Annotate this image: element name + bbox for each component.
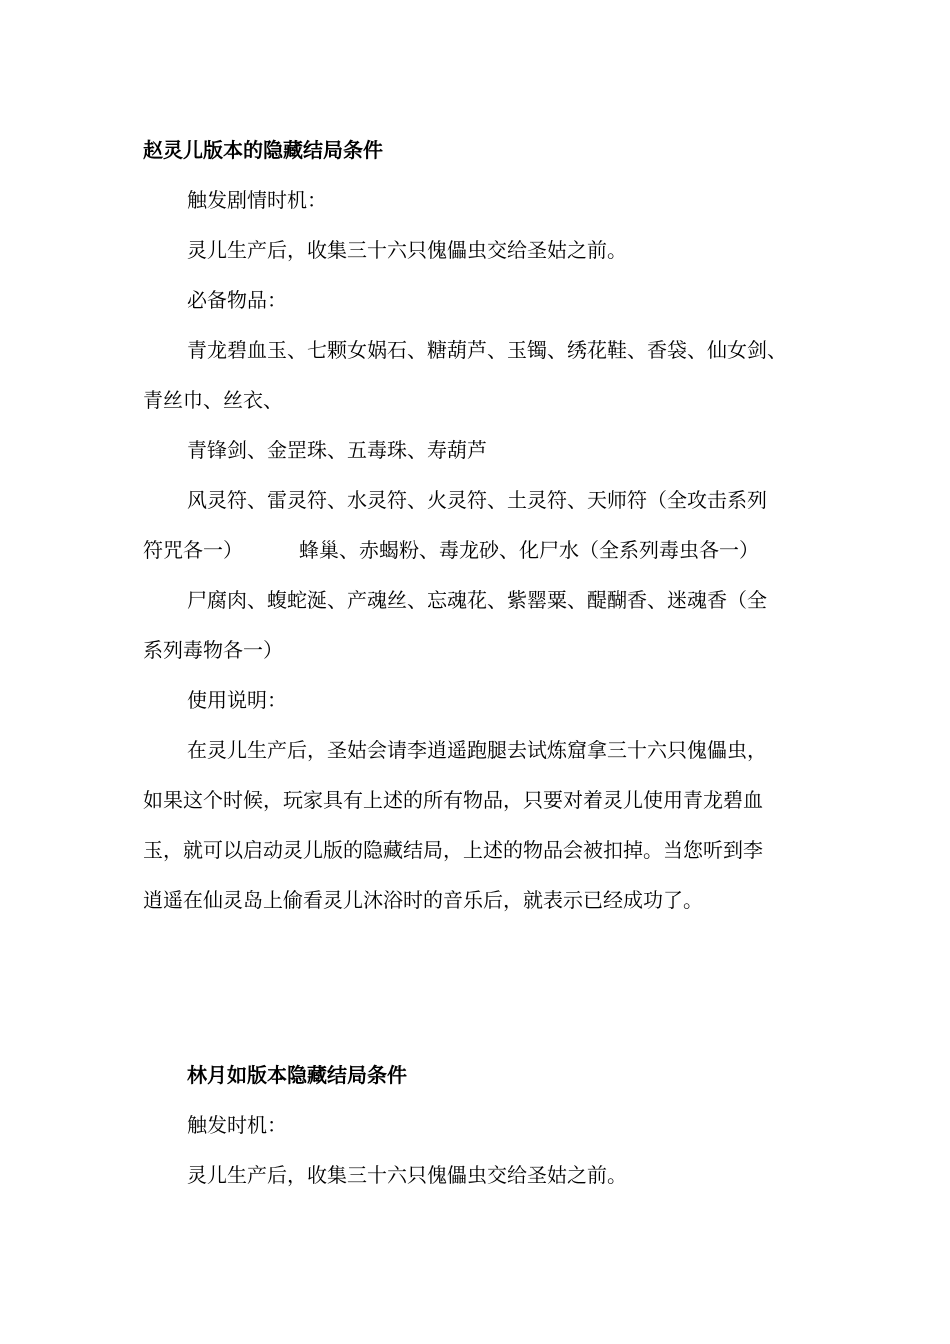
- section1-trigger-label: 触发剧情时机：: [187, 188, 327, 212]
- section2-title: 林月如版本隐藏结局条件: [187, 1063, 407, 1087]
- section1-title: 赵灵儿版本的隐藏结局条件: [143, 138, 383, 162]
- section1-items-line6: 尸腐肉、蝮蛇涎、产魂丝、忘魂花、紫罂粟、醍醐香、迷魂香（全: [187, 588, 767, 612]
- section1-items-line1: 青龙碧血玉、七颗女娲石、糖葫芦、玉镯、绣花鞋、香袋、仙女剑、: [187, 338, 787, 362]
- section1-usage-label: 使用说明：: [187, 688, 287, 712]
- section1-items-line5a: 符咒各一）: [143, 538, 243, 562]
- section1-items-line5b: 蜂巢、赤蝎粉、毒龙砂、化尸水（全系列毒虫各一）: [299, 538, 759, 562]
- section1-items-line5: [143, 537, 759, 563]
- section1-usage-line2: 如果这个时候，玩家具有上述的所有物品，只要对着灵儿使用青龙碧血: [143, 788, 763, 812]
- section2-trigger-label: 触发时机：: [187, 1113, 287, 1137]
- section1-items-line3: 青锋剑、金罡珠、五毒珠、寿葫芦: [187, 438, 487, 462]
- section1-items-label: 必备物品：: [187, 288, 287, 312]
- section1-trigger-text: 灵儿生产后，收集三十六只傀儡虫交给圣姑之前。: [187, 238, 627, 262]
- section1-items-line2: 青丝巾、丝衣、: [143, 388, 283, 412]
- section1-usage-line4: 逍遥在仙灵岛上偷看灵儿沐浴时的音乐后，就表示已经成功了。: [143, 888, 703, 912]
- section1-items-line7: 系列毒物各一）: [143, 638, 283, 662]
- section1-usage-line1: 在灵儿生产后，圣姑会请李逍遥跑腿去试炼窟拿三十六只傀儡虫，: [187, 738, 767, 762]
- section1-usage-line3: 玉，就可以启动灵儿版的隐藏结局，上述的物品会被扣掉。当您听到李: [143, 838, 763, 862]
- section2-trigger-text: 灵儿生产后，收集三十六只傀儡虫交给圣姑之前。: [187, 1163, 627, 1187]
- section1-items-line4: 风灵符、雷灵符、水灵符、火灵符、土灵符、天师符（全攻击系列: [187, 488, 767, 512]
